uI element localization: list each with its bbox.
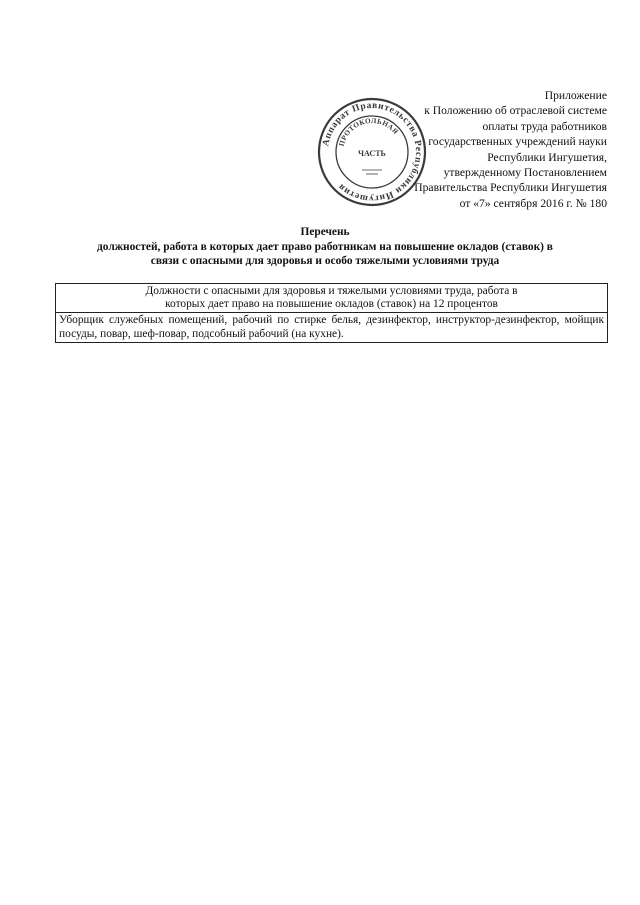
appendix-line: государственных учреждений науки [428,135,607,149]
title-line: Перечень [300,226,350,238]
stamp-graphic [316,96,428,208]
appendix-line: Приложение [544,89,607,102]
appendix-line: Правительства Республики Ингушетия [414,181,607,195]
appendix-line: к Положению об отраслевой системе [424,104,607,118]
appendix-block [414,88,607,211]
title-line: связи с опасными для здоровья и особо тяжелыми условиями труда [150,255,500,268]
table-header-cell [56,284,608,313]
appendix-line: оплаты труда работников [482,119,607,133]
stamp-inner-text: ПРОТОКОЛЬНАЯ [337,116,400,148]
appendix-line: от «7» сентября 2016 г. № 180 [459,196,607,210]
title-line: должностей, работа в которых дает право работникам на повышение окладов (ставок) в [97,240,553,253]
official-stamp-icon [316,96,428,208]
positions-table [55,283,608,343]
appendix-line: утвержденному Постановлением [443,166,607,180]
appendix-line: Республики Ингушетия, [487,150,607,164]
table-body-cell: Уборщик служебных помещений, рабочий по стирке белья, дезинфектор, инструктор-дезинфектор, мойщик посуды, повар, шеф-повар, подсобный рабочий (на кухне). [56,313,608,342]
table-header-row [56,284,608,313]
header-line: которых дает право на повышение окладов (ставок) на 12 процентов [165,298,498,311]
header-line: Должности с опасными для здоровья и тяжелыми условиями труда, работа в [145,285,518,297]
table-row [56,313,608,342]
stamp-center-text: ЧАСТЬ [358,149,386,158]
stamp-outer-text: Аппарат Правительства Республики Ингушетия [321,100,424,204]
document-title [40,225,610,269]
